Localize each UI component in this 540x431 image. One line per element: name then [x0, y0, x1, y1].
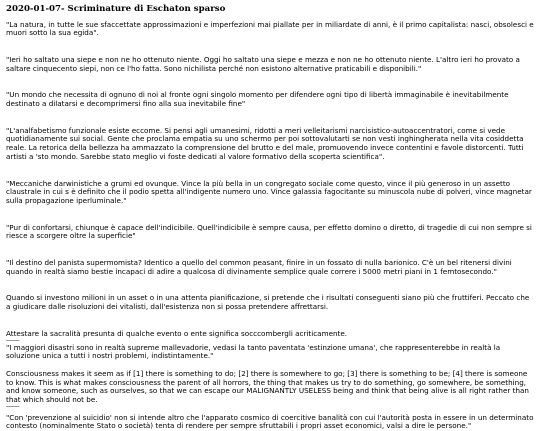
separator-line: ---------- — [6, 337, 20, 344]
quote-paragraph-3: "Un mondo che necessita di ognuno di noi al fronte ogni singolo momento per difendere ogni tipo di libertà immaginabile è inevitabilmente destinato a dilatarsi e decomprimersi fino alla sua inevitabile fine" — [6, 90, 509, 109]
quote-paragraph-8: Quando si investono milioni in un asset o in una attenta pianificazione, si pretende che i risultati conseguenti siano più che fruttiferi. Peccato che a giudicare dalle risoluzioni dei vitalisti, dall'esistenza non si possa pretendere affrettarsi. — [6, 293, 530, 312]
page-title: 2020-01-07- Scriminature di Eschaton sparso — [6, 4, 226, 14]
quote-paragraph-7: "Il destino del panista supermomista? Identico a quello del common peasant, finire in un fossato di nulla barionico. C'è un bel ritenersi divini quando in realtà siamo bestie incapaci di adire a qualcosa di divinamente semplice quale correre i 5000 metri piani in 1 femtosecondo." — [6, 258, 512, 276]
quote-paragraph-2: "Ieri ho saltato una siepe e non ne ho ottenuto niente. Oggi ho saltato una siepe e mezza e non ne ho ottenuto niente. L'altro ieri ho provato a saltare cinquecento siepi, non ce l'ho fatta. Sono nichilista perché non esistono alternative praticabili e disponibili." — [6, 54, 520, 73]
spacer — [6, 241, 534, 259]
separator-line: ---------- — [6, 403, 20, 410]
spacer — [6, 38, 534, 56]
quote-paragraph-10: "I maggiori disastri sono in realtà supreme mallevadorie, vedasi la tanto paventata 'estinzione umana', che rappresenterebbe in realtà la soluzione unica a tutti i nostri problemi, indistintamente." — [6, 342, 501, 361]
quote-paragraph-4: "L'analfabetismo funzionale esiste eccome. Si pensi agli umanesimi, ridotti a meri velleitarismi narcisistico-autoaccentratori, come si vede quotidianamente sui social. Gente che proclama empatia su uno schermo per poi sottovalutarti se non vesti inghingherata nella vita cosiddetta reale. La retorica della bellezza ha ammazzato la comprensione del brutto e del male, promuovendo invece contentini e favole distorcenti. Tutti artisti a 'sto mondo. Sarebbe stato meglio vi foste dedicati al valore formativo della scoperta scientifica". — [6, 125, 524, 161]
quote-paragraph-5: "Meccaniche darwinistiche a grumi ed ovunque. Vince la più bella in un congregato sociale come questo, vince il più generoso in un assetto claustrale in cui s è definito che il podio spetta all'indigente numero uno. Vince galassia fagocitante su minuscola nube di polveri, vince magnetar sulla propagazione iperluminale." — [6, 178, 532, 205]
quote-paragraph-9: Attestare la sacralità presunta di qualche evento o ente significa socccombergli acriticamente. — [6, 328, 348, 338]
spacer — [6, 162, 534, 180]
spacer — [6, 276, 534, 294]
spacer — [6, 312, 534, 330]
quote-paragraph-1: "La natura, in tutte le sue sfaccettate approssimazioni e imperfezioni mai piallate per in miliardate di anni, è il primo capitalista: nasci, obsolesci e muori sotto la sua egida". — [6, 19, 534, 38]
spacer — [6, 73, 534, 91]
quote-paragraph-11: Consciousness makes it seem as if [1] there is something to do; [2] there is somewhere to go; [3] there is something to be; [4] there is someone to know. This is what makes consciousness the parent of all horrors, the thing that makes us try to do something, go somewhere, be something, and know someone, such as ourselves, so that we can escape our MALIGNANTLY USELESS being and think that being alive is all right rather than that which should not be. — [6, 368, 529, 405]
spacer — [6, 206, 534, 224]
quote-paragraph-12: "Con 'prevenzione al suicidio' non si intende altro che l'apparato cosmico di coercitive banalità con cui l'autorità posta in essere in un determinato contesto (nominalmente Stato o società) tenta di rendere per sempre sfruttabili i propri asset economici, valsi a dire le persone." — [6, 412, 534, 431]
quote-paragraph-6: "Pur di confortarsi, chiunque è capace dell'indicibile. Quell'indicibile è sempre causa, per effetto domino o diretto, di tragedie di cui non sempre si riesce a scorgere oltre la superficie" — [6, 222, 532, 241]
spacer — [6, 109, 534, 127]
